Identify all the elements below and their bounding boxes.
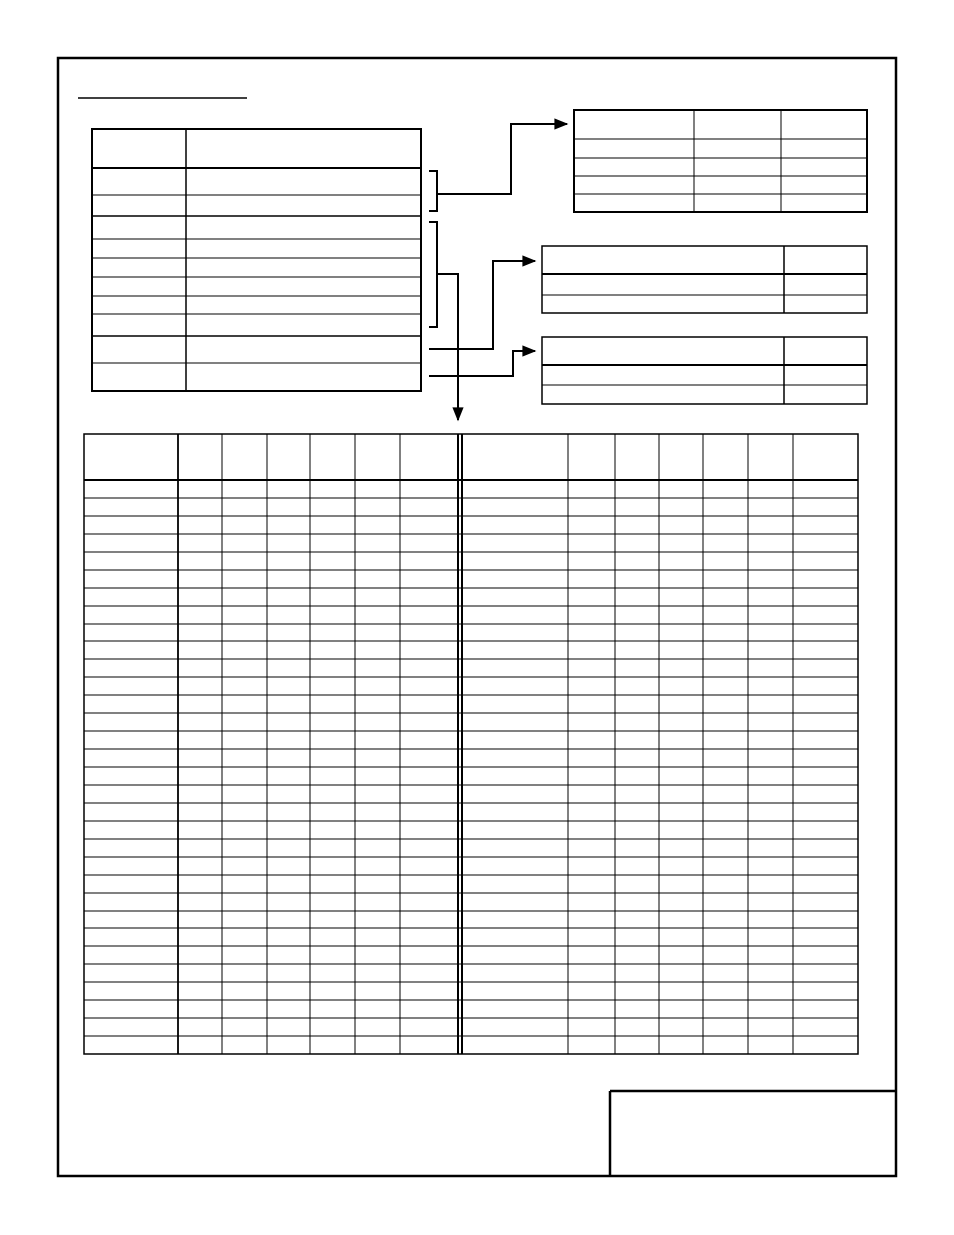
table-low-right	[542, 337, 867, 404]
sheet-border	[58, 58, 896, 1176]
bracket-connector-top	[429, 124, 567, 211]
bracket-connector-main	[429, 222, 458, 420]
table-top-right	[574, 110, 867, 212]
connector-low	[429, 351, 535, 376]
key-table	[92, 129, 421, 391]
main-table	[84, 434, 858, 1054]
title-block	[610, 1091, 896, 1176]
main-table-border	[84, 434, 858, 1054]
table-mid-right	[542, 246, 867, 313]
